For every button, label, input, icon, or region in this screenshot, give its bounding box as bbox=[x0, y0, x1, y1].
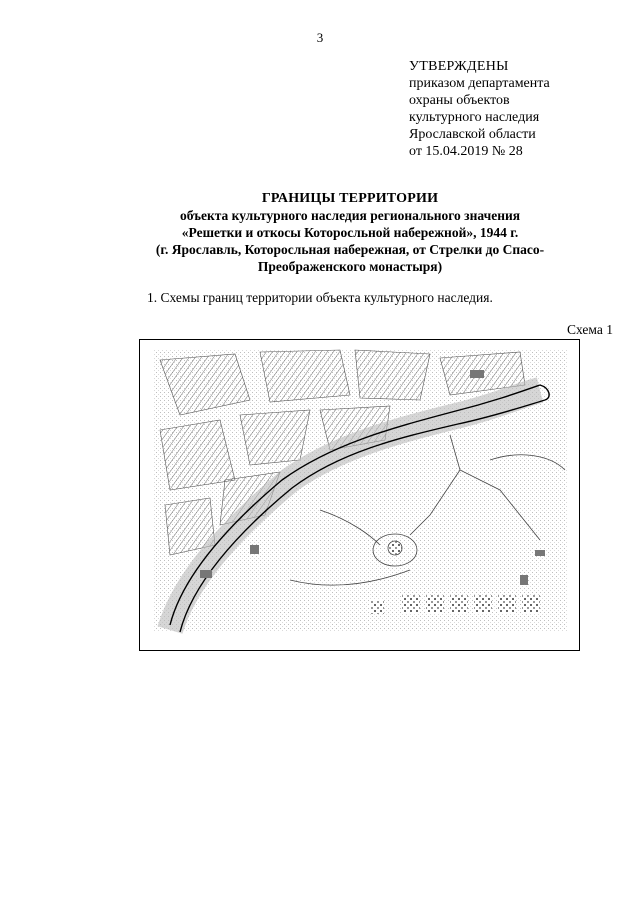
document-title-line: (г. Ярославль, Которосльная набережная, от Стрелки до Спасо- bbox=[155, 242, 545, 257]
approval-line: культурного наследия bbox=[409, 110, 540, 125]
document-title-line: «Решетки и откосы Которосльной набережной», 1944 г. bbox=[181, 225, 519, 240]
territory-map bbox=[139, 339, 580, 651]
document-title-line: Преображенского монастыря) bbox=[257, 259, 443, 274]
approval-line: Ярославской области bbox=[409, 127, 536, 142]
approval-line: охраны объектов bbox=[409, 93, 510, 108]
approval-date: от 15.04.2019 № 28 bbox=[409, 144, 523, 159]
document-title-line: объекта культурного наследия регионального значения bbox=[179, 208, 521, 223]
approval-title: УТВЕРЖДЕНЫ bbox=[409, 59, 509, 74]
document-title-main: ГРАНИЦЫ ТЕРРИТОРИИ bbox=[261, 191, 439, 206]
approval-block bbox=[409, 58, 550, 160]
document-title bbox=[90, 190, 610, 275]
scheme-label: Схема 1 bbox=[567, 322, 613, 337]
approval-line: приказом департамента bbox=[409, 76, 550, 91]
map-drawing bbox=[140, 340, 579, 650]
page-number: 3 bbox=[316, 30, 324, 45]
section-heading: 1. Схемы границ территории объекта культурного наследия. bbox=[147, 290, 493, 305]
